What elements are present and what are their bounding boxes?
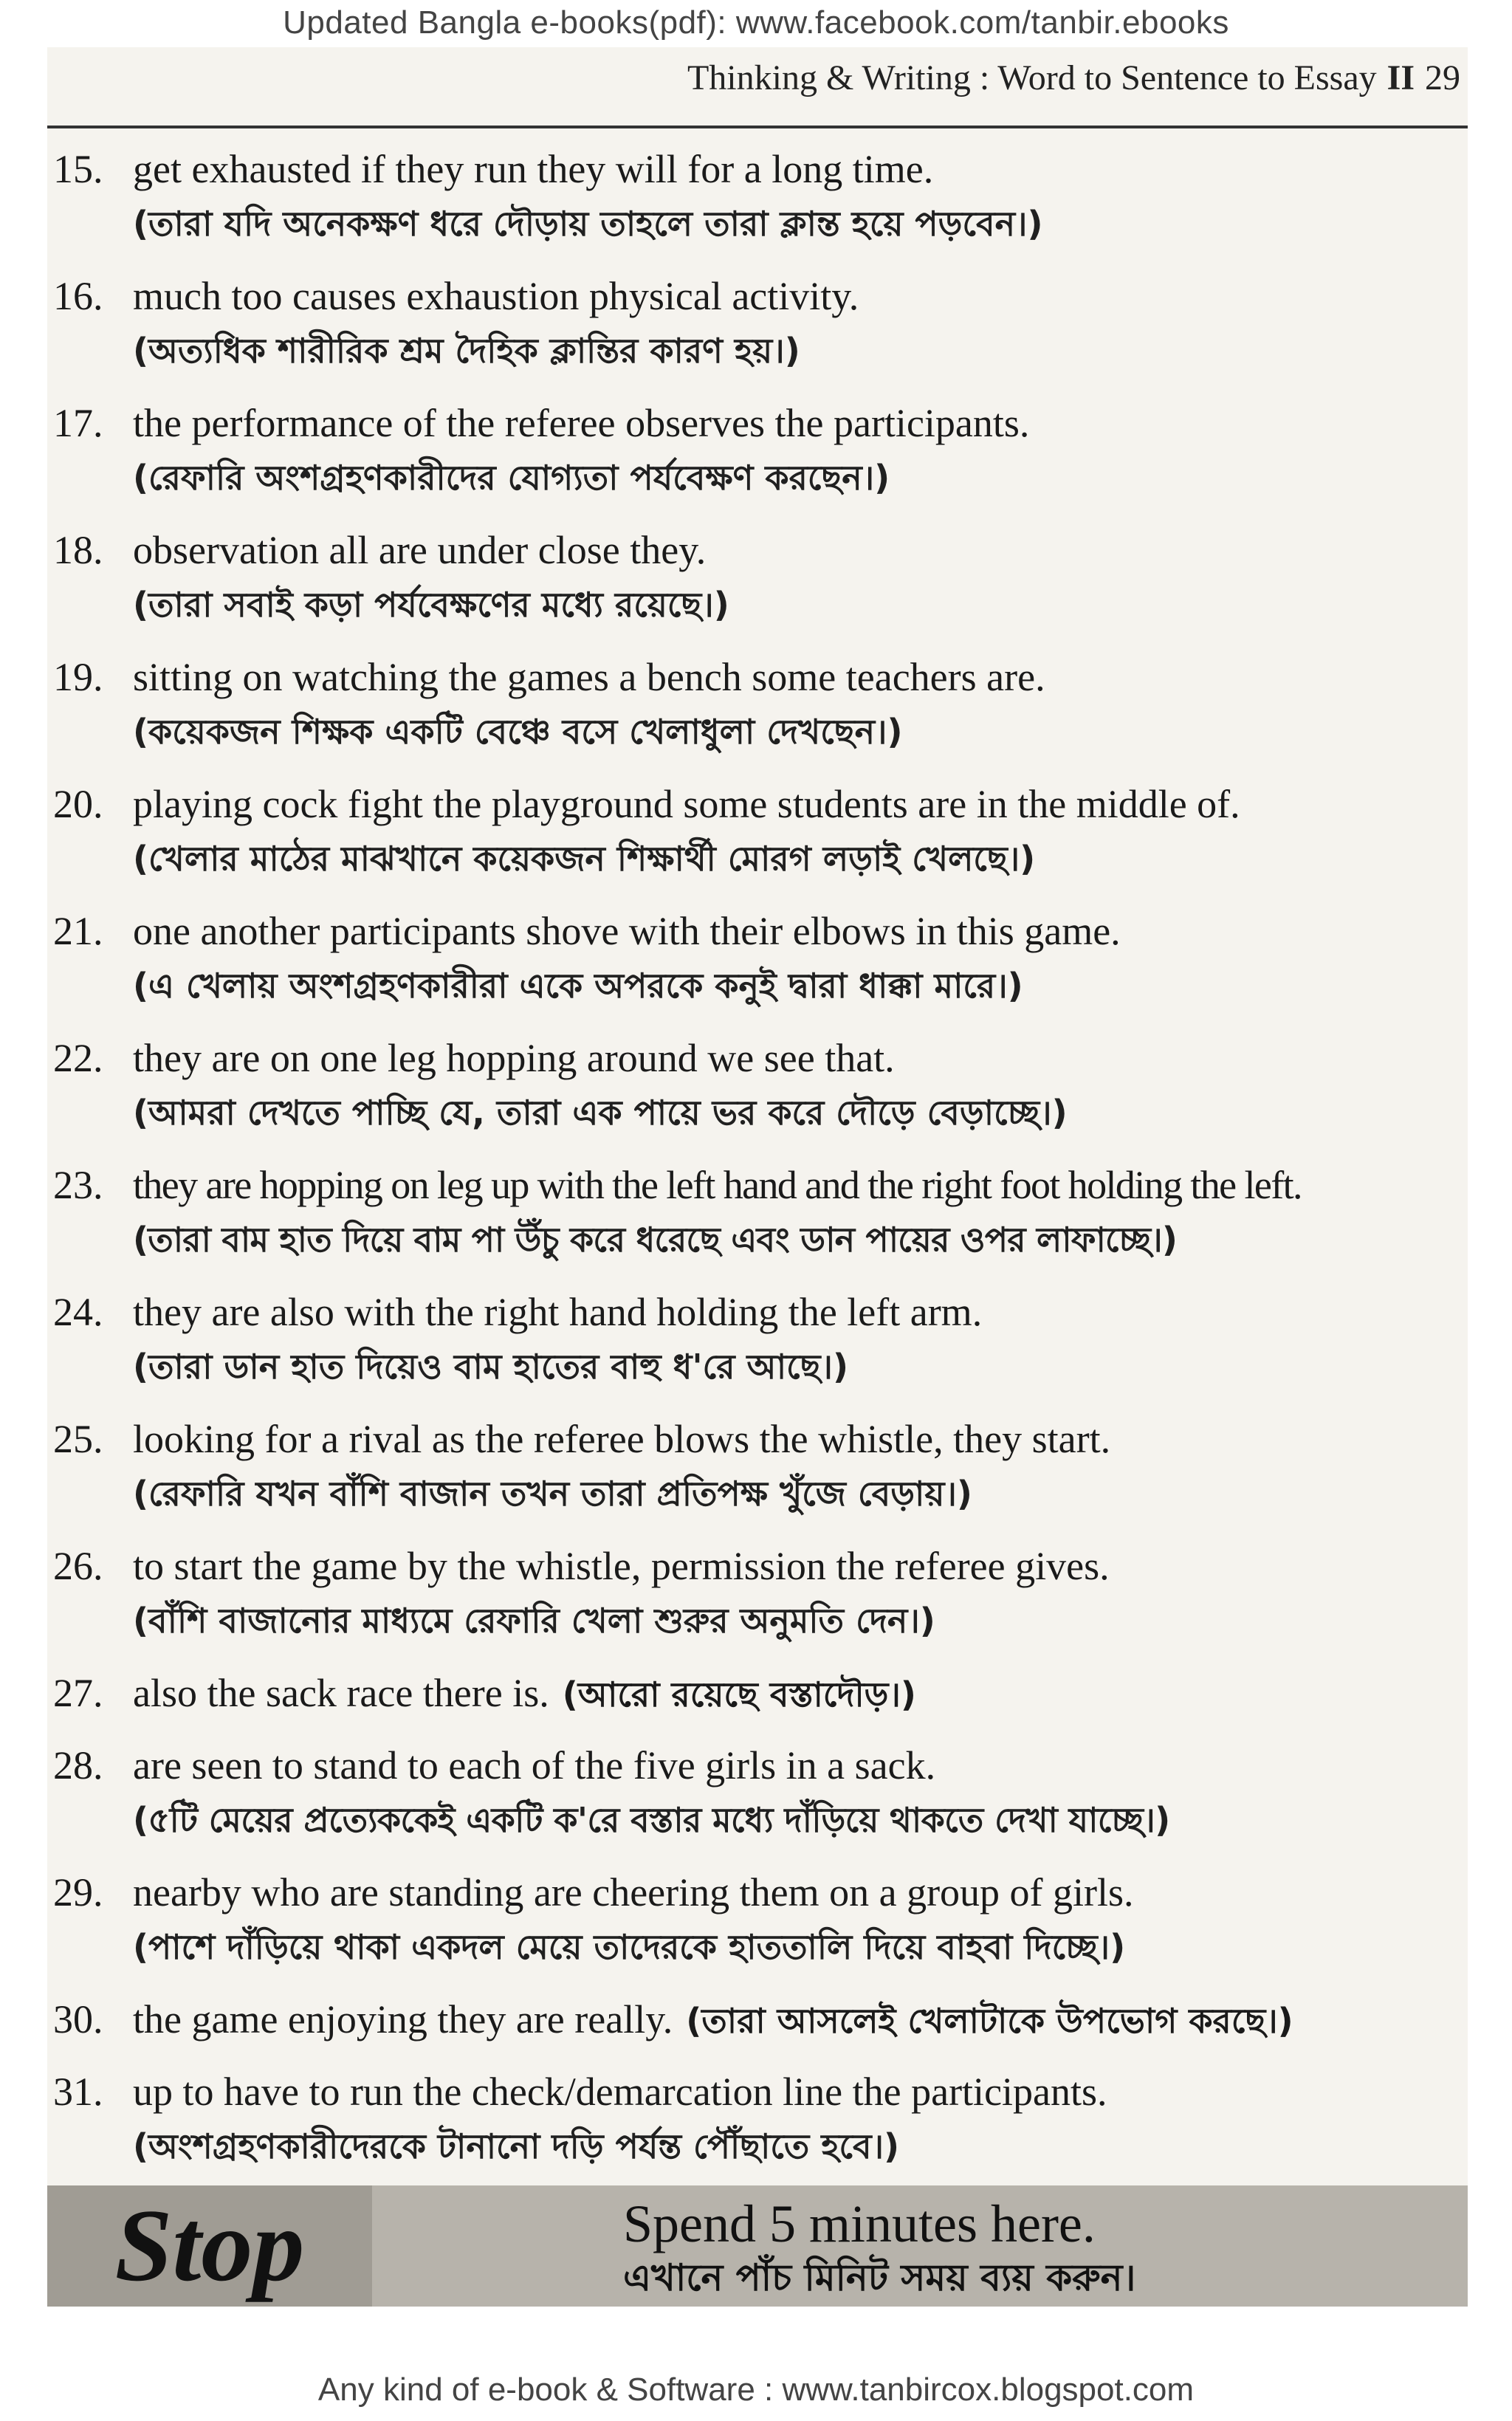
stop-instruction-bangla: এখানে পাঁচ মিনিট সময় ব্যয় করুন।: [623, 2256, 1136, 2299]
jumbled-sentence: much too causes exhaustion physical activity.: [133, 274, 859, 318]
stop-box: [47, 2185, 372, 2307]
jumbled-sentence: get exhausted if they run they will for a long time.: [133, 147, 934, 191]
jumbled-sentence: one another participants shove with their elbows in this game.: [133, 909, 1121, 953]
bangla-translation: (তারা সবাই কড়া পর্যবেক্ষণের মধ্যে রয়েছে।): [133, 585, 729, 625]
list-item: [53, 1158, 1456, 1285]
list-item: [53, 1738, 1456, 1865]
item-number: 29.: [53, 1870, 103, 1915]
bangla-translation: (রেফারি অংশগ্রহণকারীদের যোগ্যতা পর্যবেক্ষণ করছেন।): [133, 458, 890, 498]
list-item: [53, 142, 1456, 269]
bangla-translation: (তারা যদি অনেকক্ষণ ধরে দৌড়ায় তাহলে তারা ক্লান্ত হয়ে পড়বেন।): [133, 204, 1043, 244]
item-number: 16.: [53, 274, 103, 318]
list-item: [53, 904, 1456, 1031]
jumbled-sentence: looking for a rival as the referee blows the whistle, they start.: [133, 1417, 1111, 1461]
item-number: 25.: [53, 1417, 103, 1461]
list-item: [53, 1992, 1456, 2064]
list-item: [53, 1031, 1456, 1158]
list-item: [53, 1539, 1456, 1666]
bangla-translation: (অংশগ্রহণকারীদেরকে টানানো দড়ি পর্যন্ত পৌঁছাতে হবে।): [133, 2126, 900, 2166]
list-item: [53, 650, 1456, 777]
list-item: [53, 269, 1456, 396]
running-head-separator: II: [1386, 58, 1415, 97]
jumbled-sentence: playing cock fight the playground some students are in the middle of.: [133, 782, 1240, 826]
running-head: [687, 58, 1460, 98]
jumbled-sentence: to start the game by the whistle, permission the referee gives.: [133, 1544, 1110, 1588]
list-item: [53, 1865, 1456, 1992]
bangla-translation: (পাশে দাঁড়িয়ে থাকা একদল মেয়ে তাদেরকে হাততালি দিয়ে বাহবা দিচ্ছে।): [133, 1927, 1126, 1967]
bangla-translation: (তারা আসলেই খেলাটাকে উপভোগ করছে।): [686, 2001, 1293, 2041]
stop-instructions: [623, 2193, 1135, 2301]
list-item: [53, 777, 1456, 904]
stop-label: Stop: [114, 2188, 305, 2303]
list-item: [53, 396, 1456, 523]
header-rule: [47, 126, 1468, 128]
item-number: 24.: [53, 1290, 103, 1334]
jumbled-sentence: also the sack race there is.: [133, 1671, 549, 1715]
list-item: [53, 2064, 1456, 2191]
bangla-translation: (৫টি মেয়ের প্রত্যেককেই একটি ক'রে বস্তার মধ্যে দাঁড়িয়ে থাকতে দেখা যাচ্ছে।): [133, 1800, 1170, 1840]
list-item: [53, 1412, 1456, 1539]
jumbled-sentence: they are hopping on leg up with the left hand and the right foot holding the left.: [133, 1163, 1302, 1207]
item-number: 21.: [53, 909, 103, 953]
item-number: 26.: [53, 1544, 103, 1588]
item-number: 30.: [53, 1997, 103, 2041]
watermark-bottom: Any kind of e-book & Software : www.tanbircox.blogspot.com: [317, 2372, 1195, 2408]
item-number: 23.: [53, 1163, 103, 1207]
item-number: 27.: [53, 1671, 103, 1715]
exercise-list: [53, 142, 1456, 2191]
jumbled-sentence: the performance of the referee observes the participants.: [133, 401, 1030, 445]
jumbled-sentence: they are also with the right hand holding the left arm.: [133, 1290, 983, 1334]
watermark-top: Updated Bangla e-books(pdf): www.facebook.com/tanbir.ebooks: [283, 4, 1229, 41]
item-number: 18.: [53, 528, 103, 572]
bangla-translation: (রেফারি যখন বাঁশি বাজান তখন তারা প্রতিপক্ষ খুঁজে বেড়ায়।): [133, 1474, 972, 1514]
bangla-translation: (খেলার মাঠের মাঝখানে কয়েকজন শিক্ষার্থী মোরগ লড়াই খেলছে।): [133, 839, 1036, 879]
bangla-translation: (এ খেলায় অংশগ্রহণকারীরা একে অপরকে কনুই দ্বারা ধাক্কা মারে।): [133, 966, 1023, 1006]
item-number: 20.: [53, 782, 103, 826]
bangla-translation: (আরো রয়েছে বস্তাদৌড়।): [562, 1675, 916, 1714]
item-number: 22.: [53, 1036, 103, 1080]
jumbled-sentence: sitting on watching the games a bench some teachers are.: [133, 655, 1045, 699]
bangla-translation: (বাঁশি বাজানোর মাধ্যমে রেফারি খেলা শুরুর অনুমতি দেন।): [133, 1601, 935, 1641]
jumbled-sentence: are seen to stand to each of the five girls in a sack.: [133, 1743, 936, 1788]
bangla-translation: (তারা বাম হাত দিয়ে বাম পা উঁচু করে ধরেছে এবং ডান পায়ের ওপর লাফাচ্ছে।): [133, 1220, 1178, 1260]
item-number: 17.: [53, 401, 103, 445]
jumbled-sentence: observation all are under close they.: [133, 528, 707, 572]
item-number: 28.: [53, 1743, 103, 1788]
item-number: 15.: [53, 147, 103, 191]
stop-instruction-english: Spend 5 minutes here.: [623, 2194, 1096, 2253]
page-number: 29: [1425, 58, 1460, 97]
jumbled-sentence: the game enjoying they are really.: [133, 1997, 673, 2041]
running-head-title: Thinking & Writing : Word to Sentence to Essay: [687, 58, 1377, 97]
stop-banner: [47, 2185, 1468, 2307]
bangla-translation: (তারা ডান হাত দিয়েও বাম হাতের বাহু ধ'রে আছে।): [133, 1347, 848, 1387]
item-number: 31.: [53, 2070, 103, 2114]
list-item: [53, 1666, 1456, 1738]
bangla-translation: (অত্যধিক শারীরিক শ্রম দৈহিক ক্লান্তির কারণ হয়।): [133, 331, 800, 371]
list-item: [53, 1285, 1456, 1412]
item-number: 19.: [53, 655, 103, 699]
bangla-translation: (কয়েকজন শিক্ষক একটি বেঞ্চে বসে খেলাধুলা দেখছেন।): [133, 712, 903, 752]
jumbled-sentence: nearby who are standing are cheering them on a group of girls.: [133, 1870, 1134, 1915]
list-item: [53, 523, 1456, 650]
bangla-translation: (আমরা দেখতে পাচ্ছি যে, তারা এক পায়ে ভর করে দৌড়ে বেড়াচ্ছে।): [133, 1093, 1068, 1133]
jumbled-sentence: up to have to run the check/demarcation line the participants.: [133, 2070, 1107, 2114]
book-page: [47, 47, 1468, 2307]
jumbled-sentence: they are on one leg hopping around we see that.: [133, 1036, 895, 1080]
